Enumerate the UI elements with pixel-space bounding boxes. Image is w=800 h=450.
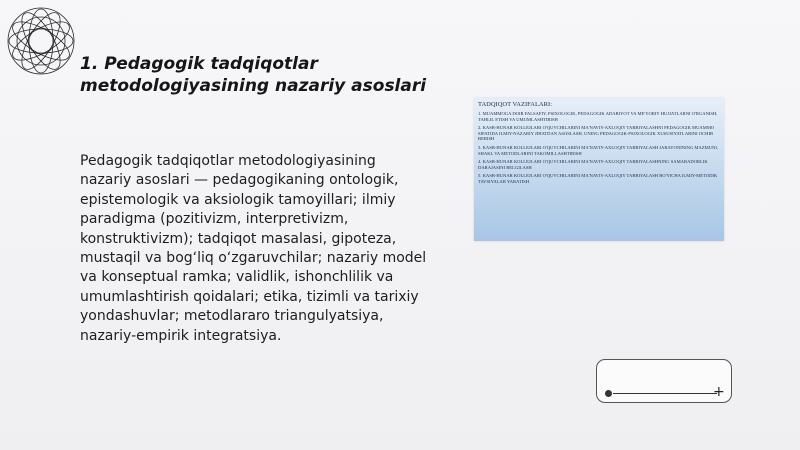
document-item: 5. KASB-HUNAR KOLLEJLARI O'QUVCHILARINI MA'NAVIY-AXLOQIY TARBIYALASH BO'YICHA ILMIY-METODIK TAVSIYALAR YARATISH bbox=[478, 173, 718, 184]
document-heading: TADQIQOT VAZIFALARI: bbox=[478, 101, 552, 108]
slide-title-line-1: 1. Pedagogik tadqiqotlar bbox=[80, 54, 318, 74]
slide-title bbox=[80, 53, 480, 97]
document-item: 3. KASB-HUNAR KOLLEJLARI O'QUVCHILARINI MA'NAVIY-AXLOQIY TARBIYALASH JARAYONINING MAZMUNI, SHAKL VA METODLARINI TAKOMILLASHTIRISH bbox=[478, 144, 719, 156]
document-item: 2. KASB-HUNAR KOLLEJLARI O'QUVCHILARINI MA'NAVIY-AXLOQIY TARBIYALASHNI PEDAGOGIK MUAMMO SIFATIDA ILMIY-NAZARIY JIHATDAN ASOSLASH, UNING PEDAGOGIK-PSIXOLOGIK XUSUSIYATLARINI OCHIB BERISH bbox=[478, 125, 715, 142]
document-item: 1. MUAMMOGA DOIR FALSAFIY, PSIXOLOGIK, PEDAGOGIK ADABIYOT VA ME'YORIY HUJJATLARNI O'RGANISH, TAHLIL ETISH VA UMUMLASHTIRISH bbox=[478, 111, 718, 122]
document-item: 4. KASB-HUNAR KOLLEJLARI O'QUVCHILARINI MA'NAVIY-AXLOQIY TARBIYALASHNING SAMARADORLIK DARAJASINI BELGILASH bbox=[478, 159, 708, 170]
slide-body-text: Pedagogik tadqiqotlar metodologiyasining nazariy asoslari — pedagogikaning ontologik, epistemologik va aksiologik tamoyillari; ilmiy paradigma (pozitivizm, interpretivizm, konstruktivizm); tadqiqot masalasi, gipoteza, mustaqil va bog‘liq o‘zgaruvchilar; nazariy model va konseptual ramka; validlik, ishonchlilik va umumlashtirish qoidalari; etika, tizimli va tarixiy yondashuvlar; metodlararo triangulyatsiya, nazariy-empirik integratsiya. bbox=[80, 153, 427, 344]
slide-title-line-2: metodologiyasining nazariy asoslari bbox=[80, 76, 427, 96]
document-image bbox=[474, 98, 724, 241]
media-player[interactable] bbox=[596, 359, 732, 403]
progress-track[interactable] bbox=[613, 393, 717, 394]
plus-icon[interactable]: + bbox=[713, 384, 725, 400]
ornament-logo-icon bbox=[4, 4, 78, 78]
playhead-handle[interactable] bbox=[605, 390, 612, 397]
